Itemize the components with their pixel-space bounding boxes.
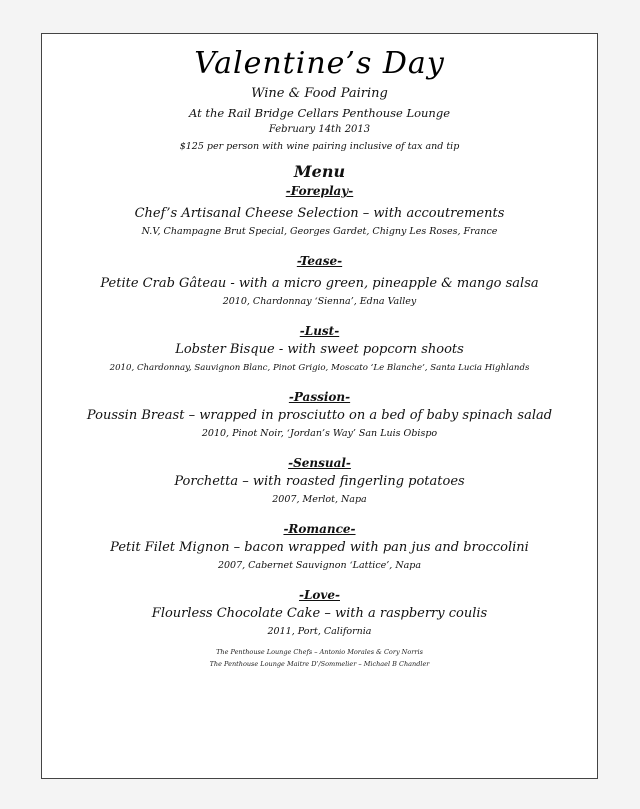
course-name: -Love- (298, 588, 340, 602)
price-info: $125 per person with wine pairing inclusive of tax and tip (179, 141, 460, 152)
page-title: Valentine’s Day (194, 46, 445, 81)
course-passion (42, 388, 597, 442)
wine-pairing: 2010, Chardonnay, Sauvignon Blanc, Pinot Grigio, Moscato ‘Le Blanche’, Santa Lucia Highlands (109, 363, 530, 373)
course-lust (42, 322, 597, 376)
course-name: -Foreplay- (285, 184, 354, 198)
dish: Lobster Bisque - with sweet popcorn shoots (175, 342, 464, 357)
menu-heading: Menu (293, 162, 346, 181)
wine-pairing: 2007, Merlot, Napa (272, 494, 367, 505)
course-foreplay (42, 182, 597, 240)
course-tease (42, 252, 597, 310)
course-name: -Tease- (296, 254, 343, 268)
dish: Poussin Breast – wrapped in prosciutto on a bed of baby spinach salad (86, 408, 553, 423)
sommelier-credit: The Penthouse Lounge Maitre D’/Sommelier – Michael B Chandler (209, 660, 430, 668)
course-name: -Romance- (283, 522, 356, 536)
course-name: -Passion- (288, 390, 351, 404)
footer (42, 646, 597, 670)
wine-pairing: 2010, Pinot Noir, ‘Jordan’s Way’ San Luis Obispo (201, 428, 438, 439)
dish: Petite Crab Gâteau - with a micro green, pineapple & mango salsa (100, 276, 539, 291)
chefs-credit: The Penthouse Lounge Chefs – Antonio Morales & Cory Norris (216, 648, 423, 656)
dish: Porchetta – with roasted fingerling potatoes (174, 474, 465, 489)
course-name: -Sensual- (288, 456, 351, 470)
dish: Chef’s Artisanal Cheese Selection – with accoutrements (134, 206, 505, 221)
wine-pairing: 2010, Chardonnay ‘Sienna’, Edna Valley (222, 296, 417, 307)
dish: Flourless Chocolate Cake – with a raspberry coulis (151, 606, 488, 621)
wine-pairing: 2011, Port, California (267, 626, 372, 637)
subtitle: Wine & Food Pairing (251, 86, 388, 101)
wine-pairing: 2007, Cabernet Sauvignon ‘Lattice’, Napa (217, 560, 422, 571)
event-date: February 14th 2013 (268, 124, 371, 135)
menu-page (41, 33, 598, 779)
course-name: -Lust- (299, 324, 340, 338)
venue: At the Rail Bridge Cellars Penthouse Lounge (188, 106, 451, 120)
course-sensual (42, 454, 597, 508)
wine-pairing: N.V, Champagne Brut Special, Georges Gardet, Chigny Les Roses, France (141, 226, 498, 237)
course-love (42, 586, 597, 640)
dish: Petit Filet Mignon – bacon wrapped with pan jus and broccolini (110, 540, 529, 555)
course-romance (42, 520, 597, 574)
